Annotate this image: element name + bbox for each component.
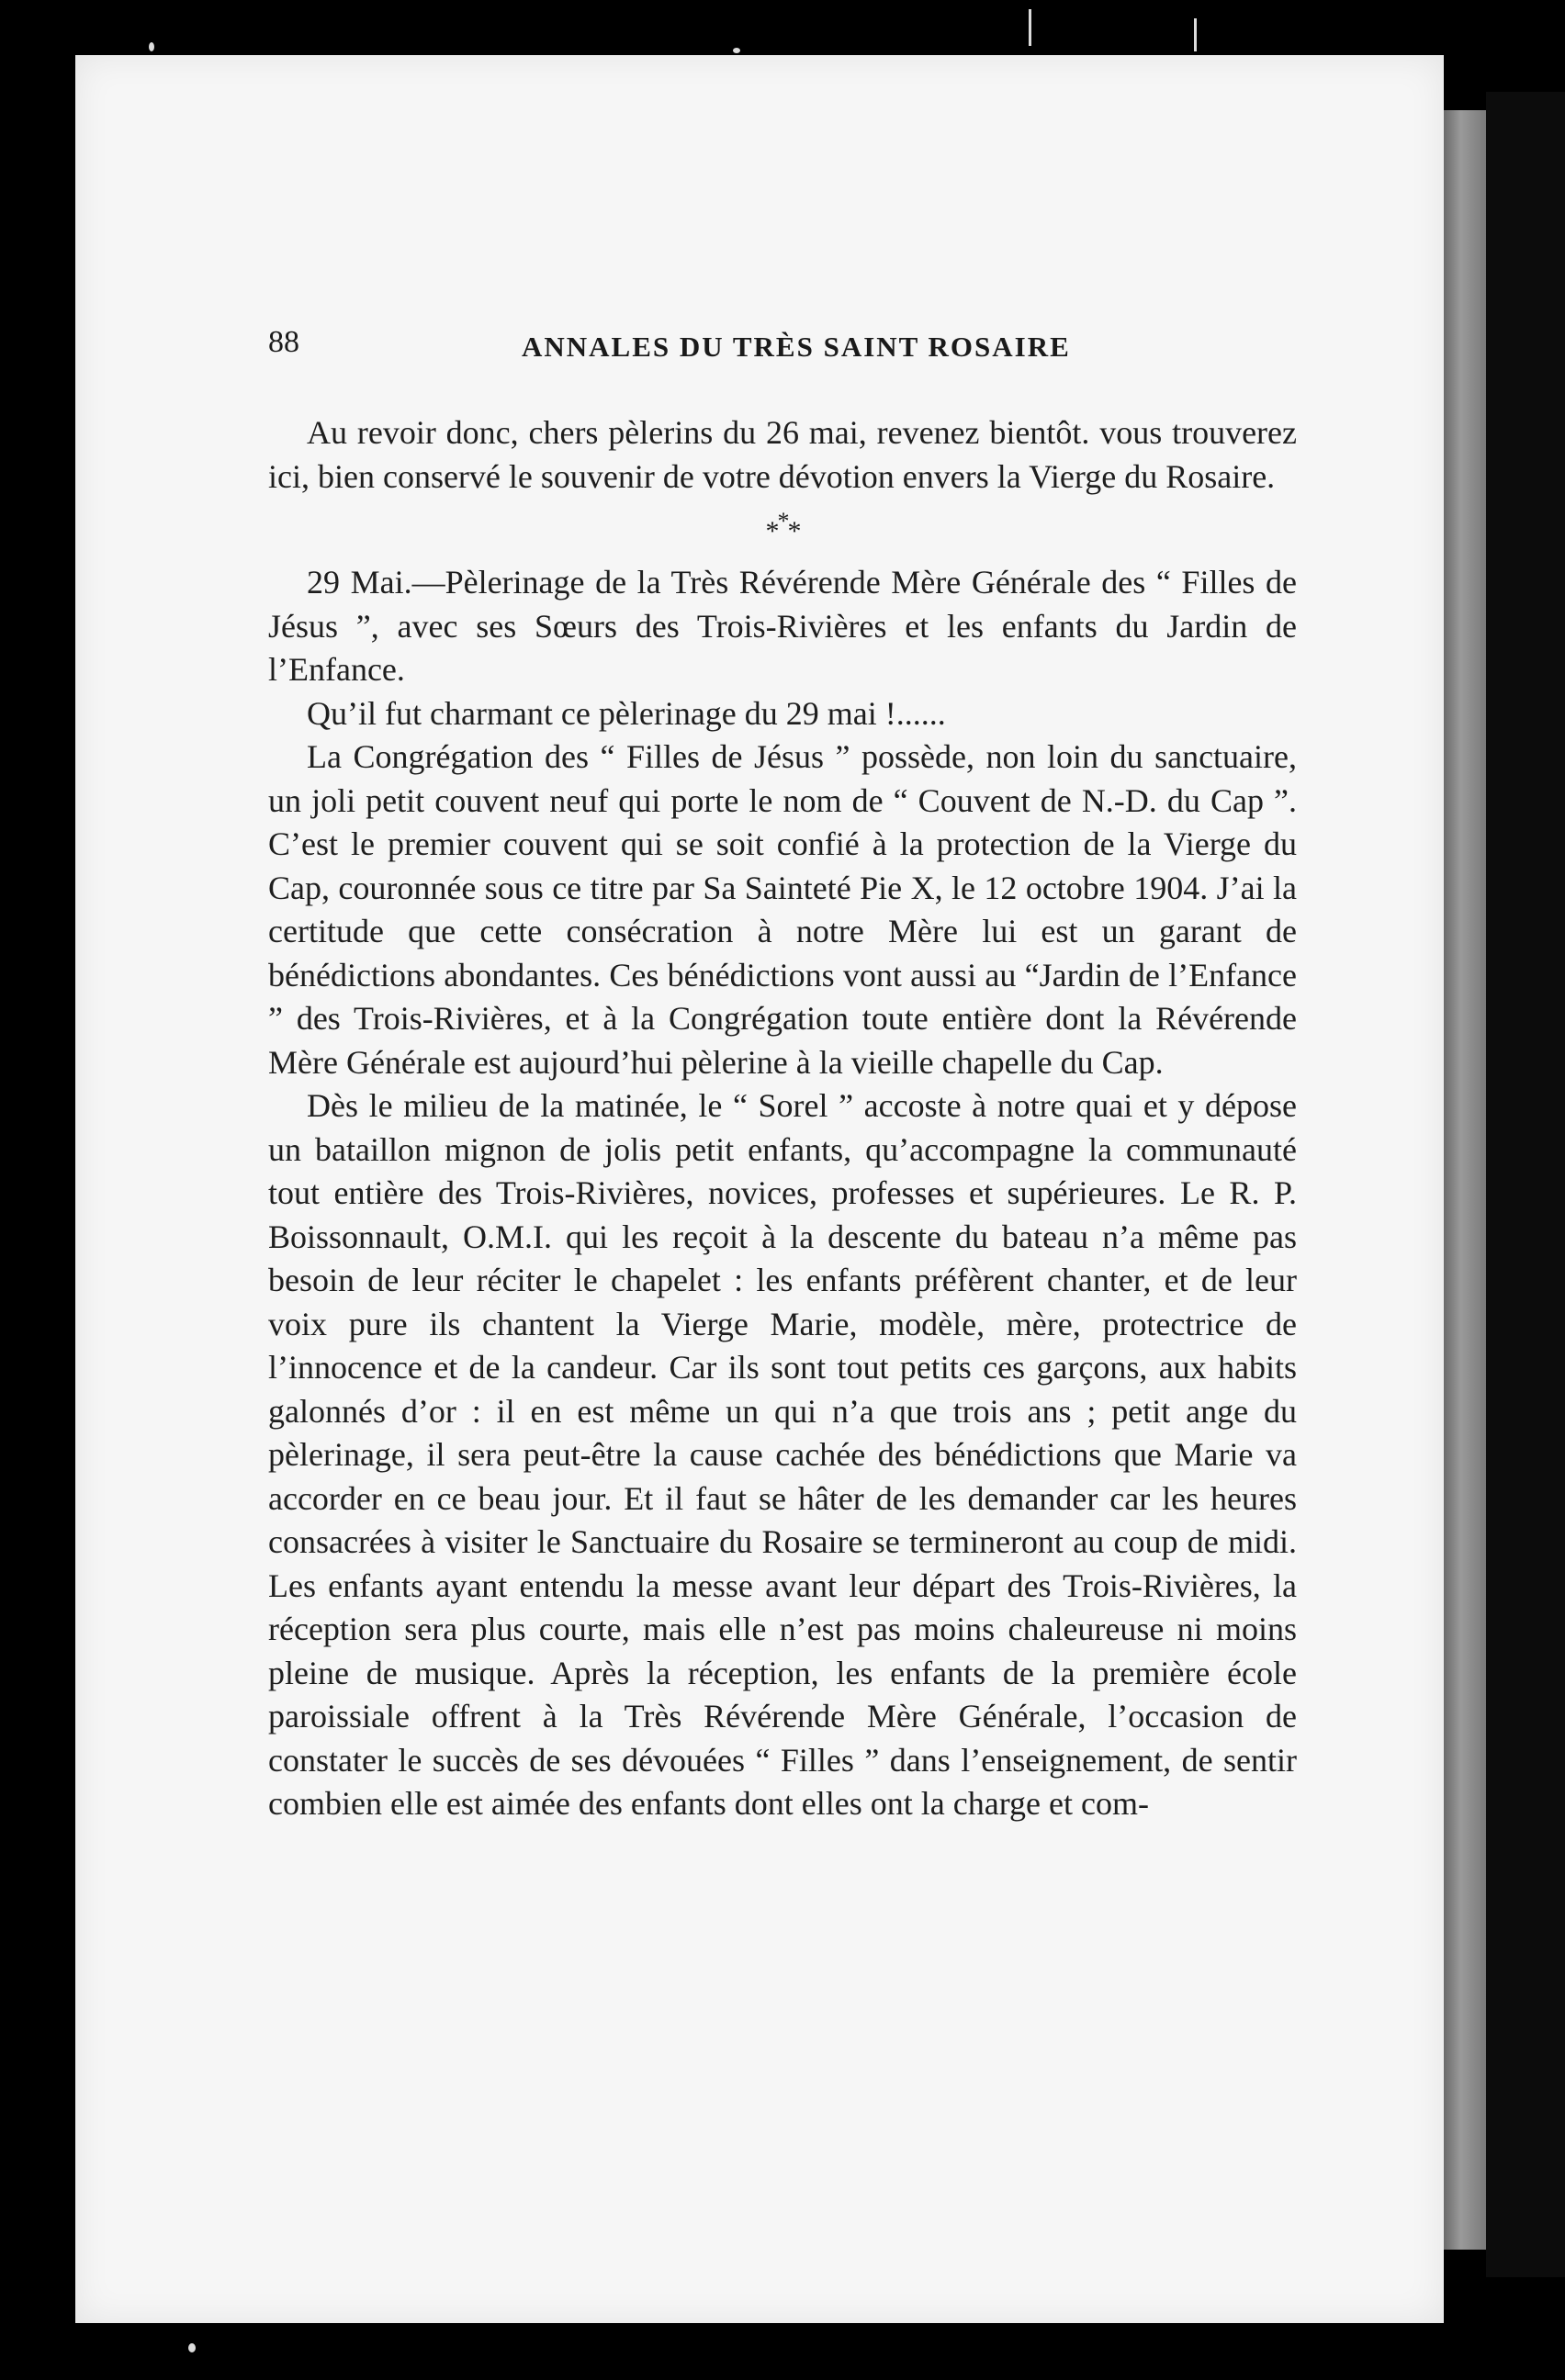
paragraph: Au revoir donc, chers pèlerins du 26 mai, revenez bientôt. vous trouverez ici, bien conservé le souvenir de votre dévotion envers la Vierge du Rosaire.: [268, 414, 1297, 495]
body-text: [268, 411, 1297, 1826]
paragraph: 29 Mai.—Pèlerinage de la Très Révérende Mère Générale des “ Filles de Jésus ”, avec ses Sœurs des Trois-Rivières et les enfants du Jardin de l’Enfance.: [268, 564, 1297, 688]
binding-shadow: [1486, 92, 1565, 2277]
asterism-divider: ***: [765, 508, 800, 546]
running-title: ANNALES DU TRÈS SAINT ROSAIRE: [522, 331, 1071, 363]
page-edge: [1444, 110, 1486, 2250]
page-header: [268, 320, 1187, 375]
paragraph: Qu’il fut charmant ce pèlerinage du 29 mai !......: [307, 694, 946, 732]
page-number: 88: [268, 325, 299, 359]
paragraph: Dès le milieu de la matinée, le “ Sorel ” accoste à notre quai et y dépose un bataillon mignon de jolis petit enfants, qu’accompagne la communauté tout entière des Trois-Rivières, novices, professes et supérieures. Le R. P. Boissonnault, O.M.I. qui les reçoit à la descente du bateau n’a même pas besoin de leur réciter le chapelet : les enfants préfèrent chanter, et de leur voix pure ils chantent la Vierge Marie, modèle, mère, protectrice de l’innocence et de la candeur. Car ils sont tout petits ces garçons, aux habits galonnés d’or : il en est même un qui n’a que trois ans ; petit ange du pèlerinage, il sera peut-être la cause cachée des bénédictions que Marie va accorder en ce beau jour. Et il faut se hâter de les demander car les heures consacrées à visiter le Sanctuaire du Rosaire se termineront au coup de midi. Les enfants ayant entendu la messe avant leur départ des Trois-Rivières, la réception sera plus courte, mais elle n’est pas moins chaleureuse ni moins pleine de musique. Après la réception, les enfants de la première école paroissiale offrent à la Très Révérende Mère Générale, l’occasion de constater le succès de ses dévouées “ Filles ” dans l’enseignement, de sentir combien elle est aimée des enfants dont elles ont la charge et com-: [268, 1087, 1297, 1822]
paragraph: La Congrégation des “ Filles de Jésus ” possède, non loin du sanctuaire, un joli petit couvent neuf qui porte le nom de “ Couvent de N.-D. du Cap ”. C’est le premier couvent qui se soit confié à la protection de la Vierge du Cap, couronnée sous ce titre par Sa Sainteté Pie X, le 12 octobre 1904. J’ai la certitude que cette consécration à notre Mère lui est un garant de bénédictions abondantes. Ces bénédictions vont aussi au “Jardin de l’Enfance ” des Trois-Rivières, et à la Congrégation toute entière dont la Révérende Mère Générale est aujourd’hui pèlerine à la vieille chapelle du Cap.: [268, 738, 1297, 1081]
